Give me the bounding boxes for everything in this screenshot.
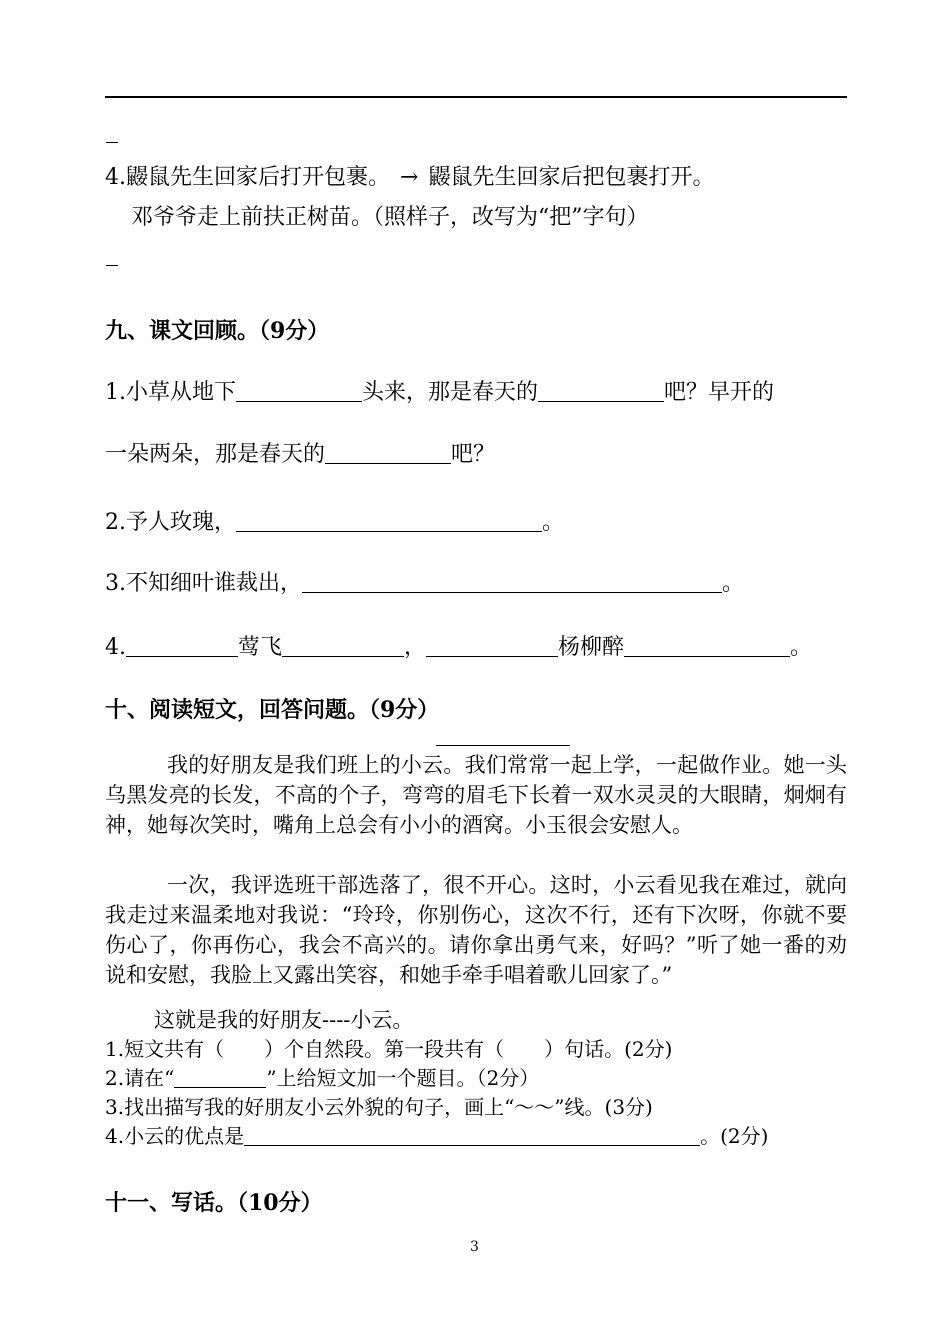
reading-q4 [105, 1121, 768, 1151]
rq2-text: ”上给短文加一个题目。（2分） [266, 1066, 540, 1090]
page-number: 3 [470, 1239, 479, 1255]
reading-q1: 1.短文共有（ ）个自然段。第一段共有（ ）句话。(2分) [105, 1037, 673, 1061]
answer-line-top [105, 96, 847, 98]
section9-q1-line2 [105, 437, 495, 468]
rq4-text: 4.小云的优点是 [105, 1124, 245, 1148]
q3-text: 3.不知细叶谁裁出， [105, 571, 302, 596]
answer-dash [106, 265, 118, 266]
q2-text: 2.予人玫瑰， [105, 510, 236, 535]
q4-blank-4[interactable] [624, 634, 790, 657]
passage-paragraph-1: 我的好朋友是我们班上的小云。我们常常一起上学，一起做作业。她一头乌黑发亮的长发，不高的个子，弯弯的眉毛下长着一双水灵灵的大眼睛，炯炯有神，她每次笑时，嘴角上总会有小小的酒窝。小玉很会安慰人。 [105, 753, 847, 837]
q4-text: 。 [790, 635, 813, 660]
q2-blank[interactable] [236, 509, 542, 532]
answer-dash [106, 142, 118, 143]
rq4-blank[interactable] [244, 1125, 700, 1146]
example-sentence: 鼹鼠先生回家后打开包裹。 [126, 165, 391, 190]
q3-blank[interactable] [302, 570, 722, 593]
q1-text: 一朵两朵，那是春天的 [105, 442, 326, 467]
question-number: 4. [105, 165, 126, 190]
q4-text: 莺飞 [238, 635, 283, 660]
section9-q4 [105, 630, 812, 661]
q3-text: 。 [722, 571, 745, 596]
section10-title: 十、阅读短文，回答问题。（9分） [105, 697, 440, 723]
q4-blank-3[interactable] [426, 634, 558, 657]
passage-title-blank[interactable] [436, 745, 570, 746]
section11-title: 十一、写话。（10分） [105, 1190, 323, 1216]
example-result: 鼹鼠先生回家后把包裹打开。 [428, 165, 715, 190]
q1-blank-1[interactable] [236, 379, 362, 402]
rq2-blank[interactable] [174, 1067, 266, 1088]
arrow-icon: → [400, 165, 419, 190]
q1-blank-2[interactable] [538, 379, 664, 402]
rq2-text: 2.请在“ [105, 1066, 175, 1090]
q4-text: 4. [105, 635, 126, 660]
section9-q1-line1 [105, 375, 774, 406]
passage-paragraph-2: 一次，我评选班干部选落了，很不开心。这时，小云看见我在难过，就向我走过来温柔地对我说：“玲玲，你别伤心，这次不行，还有下次呀，你就不要伤心了，你再伤心，我会不高兴的。请你拿出勇气来，好吗？”听了她一番的劝说和安慰，我脸上又露出笑容，和她手牵手唱着歌儿回家了。” [105, 873, 847, 987]
q1-text: 吧？ [451, 442, 496, 467]
q1-text: 头来，那是春天的 [362, 380, 539, 405]
reading-q3: 3.找出描写我的好朋友小云外貌的句子，画上“～～”线。(3分) [105, 1095, 653, 1119]
section9-title: 九、课文回顾。（9分） [105, 318, 330, 344]
section9-q3 [105, 566, 744, 597]
q2-text: 。 [542, 510, 565, 535]
q4-blank-2[interactable] [282, 634, 404, 657]
q4-text: ， [404, 635, 427, 660]
q4-blank-1[interactable] [126, 634, 238, 657]
q1-text: 1.小草从地下 [105, 380, 236, 405]
rewrite-q4 [105, 160, 714, 191]
rq4-text: 。(2分) [700, 1124, 769, 1148]
reading-q2 [105, 1063, 539, 1093]
q1-blank-3[interactable] [325, 441, 451, 464]
q1-text: 吧？早开的 [664, 380, 775, 405]
q4-text: 杨柳醉 [558, 635, 625, 660]
rewrite-task: 邓爷爷走上前扶正树苗。（照样子，改写为“把”字句） [131, 205, 649, 230]
passage-paragraph-3: 这就是我的好朋友----小云。 [154, 1008, 414, 1032]
section9-q2 [105, 505, 564, 536]
